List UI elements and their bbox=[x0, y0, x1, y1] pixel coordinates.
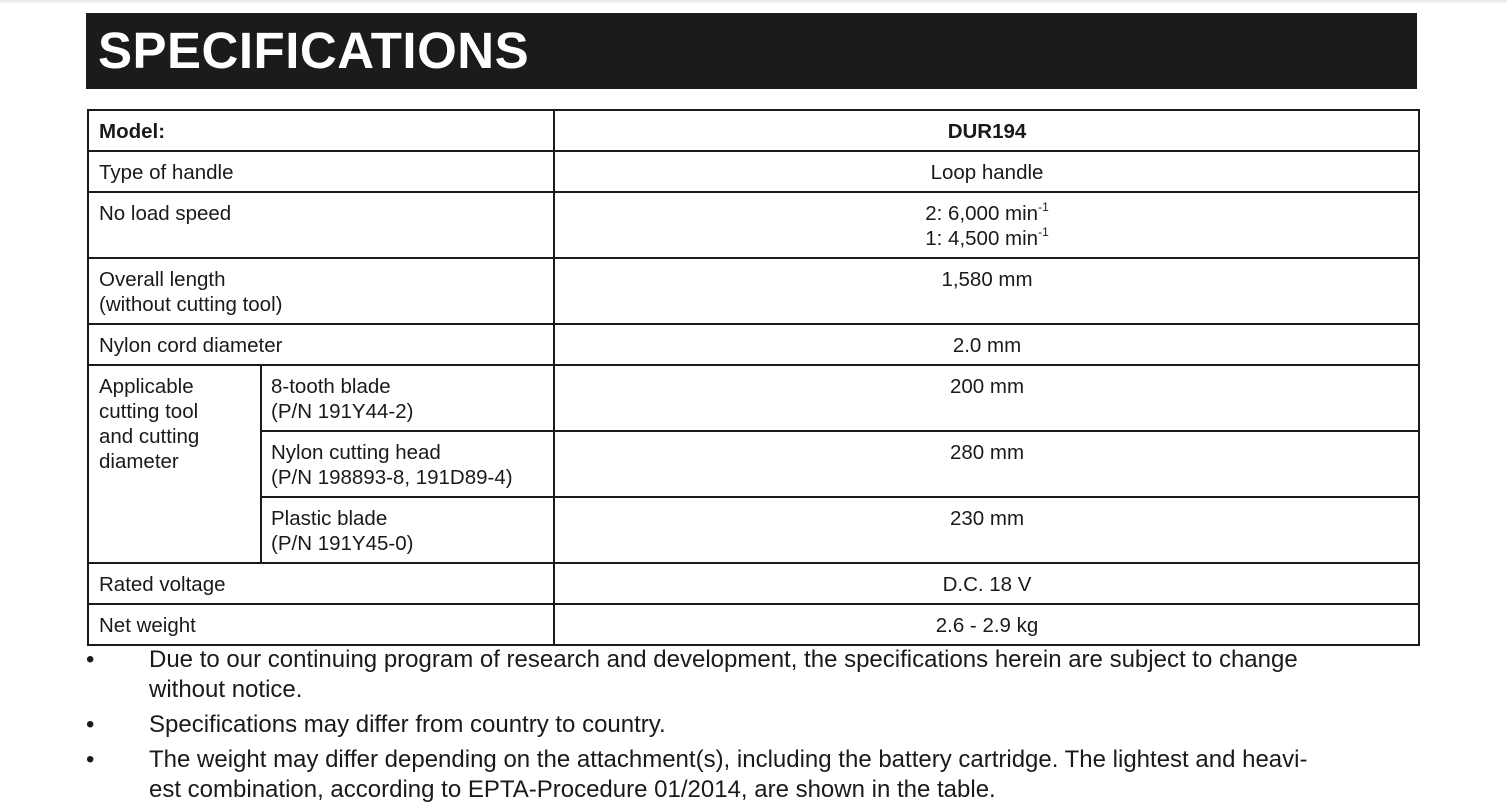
speed-value-line-1 bbox=[565, 201, 1409, 226]
table-row-applicable-1 bbox=[88, 365, 1419, 431]
cutting-tool-name bbox=[261, 365, 554, 431]
applicable-label-line: diameter bbox=[99, 450, 179, 473]
speed-value-1: 2: 6,000 min bbox=[925, 202, 1039, 225]
cutting-tool-name bbox=[261, 431, 554, 497]
applicable-label-line: cutting tool bbox=[99, 400, 199, 423]
section-title: SPECIFICATIONS bbox=[86, 13, 1417, 89]
speed-value-line-2 bbox=[565, 226, 1409, 251]
table-row-model bbox=[88, 110, 1419, 151]
note-item bbox=[86, 710, 1406, 740]
cutting-tool-part-number: (P/N 191Y45-0) bbox=[271, 532, 414, 555]
speed-value-2: 1: 4,500 min bbox=[925, 227, 1039, 250]
note-text-line: Specifications may differ from country to country. bbox=[149, 711, 666, 738]
cutting-tool-diameter: 230 mm bbox=[554, 497, 1419, 563]
model-value: DUR194 bbox=[554, 110, 1419, 151]
table-row-applicable-2 bbox=[88, 431, 1419, 497]
cutting-tool-title: Plastic blade bbox=[271, 507, 388, 530]
weight-value: 2.6 - 2.9 kg bbox=[554, 604, 1419, 645]
table-row-speed bbox=[88, 192, 1419, 258]
length-label-line-2: (without cutting tool) bbox=[99, 293, 283, 316]
note-text-line: Due to our continuing program of research and development, the specifications herein are subject to change bbox=[149, 646, 1298, 673]
bullet-icon: • bbox=[86, 646, 95, 673]
cutting-tool-part-number: (P/N 198893-8, 191D89-4) bbox=[271, 466, 513, 489]
table-row-cord bbox=[88, 324, 1419, 365]
cutting-tool-diameter: 200 mm bbox=[554, 365, 1419, 431]
handle-value: Loop handle bbox=[554, 151, 1419, 192]
note-item bbox=[86, 745, 1406, 805]
note-text-line: est combination, according to EPTA-Procedure 01/2014, are shown in the table. bbox=[149, 776, 996, 803]
length-value: 1,580 mm bbox=[554, 258, 1419, 324]
speed-unit-exponent-2: -1 bbox=[1038, 225, 1049, 240]
cutting-tool-diameter: 280 mm bbox=[554, 431, 1419, 497]
cord-value: 2.0 mm bbox=[554, 324, 1419, 365]
table-row-voltage bbox=[88, 563, 1419, 604]
cutting-tool-title: 8-tooth blade bbox=[271, 375, 391, 398]
cutting-tool-part-number: (P/N 191Y44-2) bbox=[271, 400, 414, 423]
model-label: Model: bbox=[88, 110, 554, 151]
cord-label: Nylon cord diameter bbox=[88, 324, 554, 365]
speed-label: No load speed bbox=[88, 192, 554, 258]
cutting-tool-title: Nylon cutting head bbox=[271, 441, 441, 464]
voltage-label: Rated voltage bbox=[88, 563, 554, 604]
bullet-icon: • bbox=[86, 711, 95, 738]
table-row-weight bbox=[88, 604, 1419, 645]
bullet-icon: • bbox=[86, 746, 95, 773]
length-label-line-1: Overall length bbox=[99, 268, 226, 291]
speed-unit-exponent-1: -1 bbox=[1038, 200, 1049, 215]
notes-list bbox=[86, 645, 1406, 810]
speed-value bbox=[554, 192, 1419, 258]
handle-label: Type of handle bbox=[88, 151, 554, 192]
applicable-label bbox=[88, 365, 261, 563]
table-row-handle bbox=[88, 151, 1419, 192]
note-text-line: The weight may differ depending on the attachment(s), including the battery cartridge. The lightest and heavi- bbox=[149, 746, 1308, 773]
cutting-tool-name bbox=[261, 497, 554, 563]
specifications-table bbox=[87, 109, 1420, 646]
weight-label: Net weight bbox=[88, 604, 554, 645]
table-row-applicable-3 bbox=[88, 497, 1419, 563]
table-row-length bbox=[88, 258, 1419, 324]
applicable-label-line: and cutting bbox=[99, 425, 200, 448]
length-label bbox=[88, 258, 554, 324]
voltage-value: D.C. 18 V bbox=[554, 563, 1419, 604]
note-item bbox=[86, 645, 1406, 705]
page-top-rule bbox=[0, 0, 1507, 4]
applicable-label-line: Applicable bbox=[99, 375, 194, 398]
note-text-line: without notice. bbox=[149, 676, 303, 703]
